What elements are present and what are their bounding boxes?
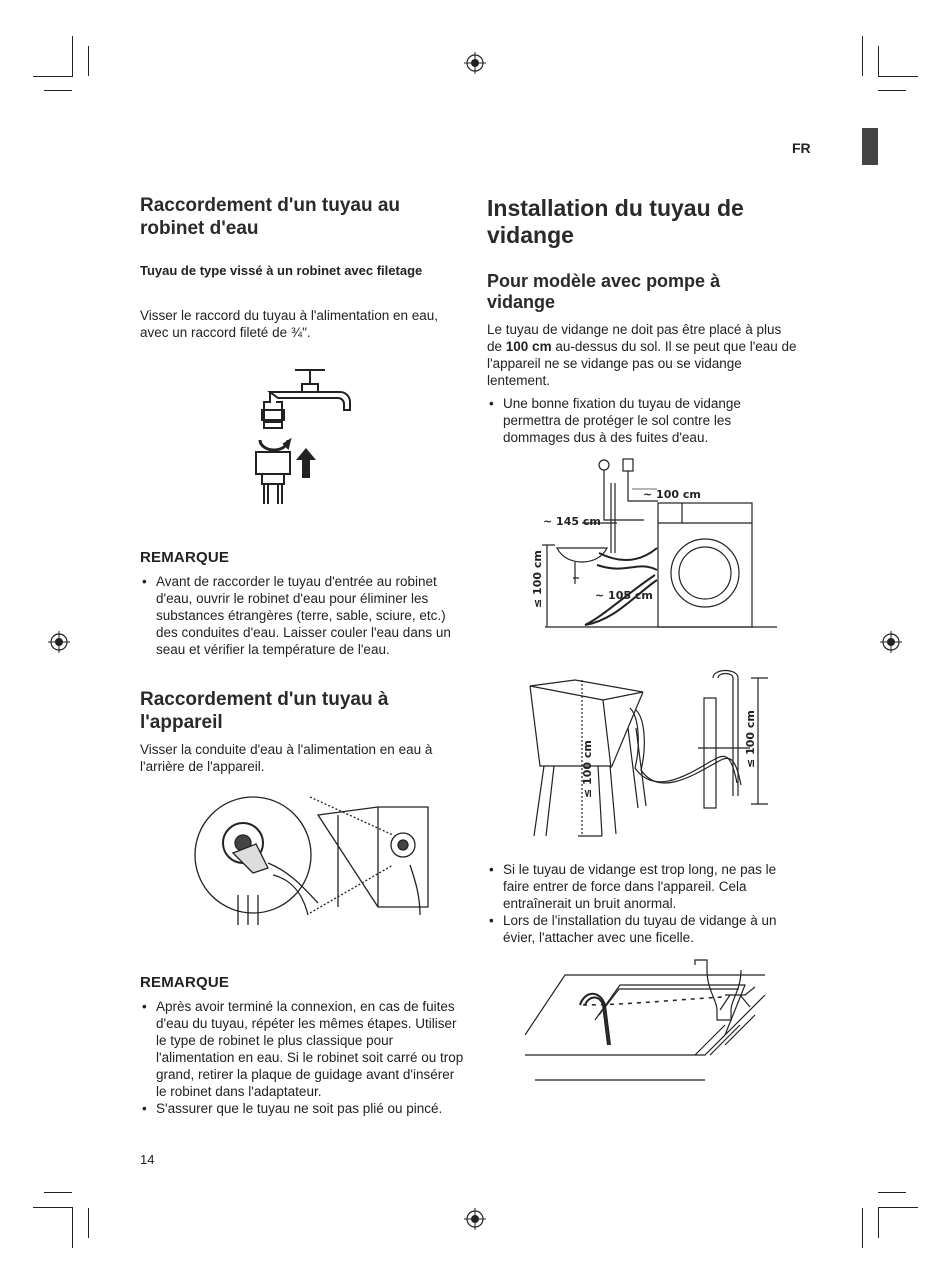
note-title: REMARQUE [140, 974, 230, 991]
drain-bullet-item: • Lors de l'installation du tuyau de vidange à un évier, l'attacher avec une ficelle. [503, 912, 805, 946]
registration-mark-icon [48, 631, 70, 653]
hose-to-appliance-illustration [178, 795, 440, 925]
page-number: 14 [140, 1152, 155, 1167]
subsection-title-threaded-faucet: Tuyau de type vissé à un robinet avec filetage [140, 263, 423, 278]
label-approx-105cm: ~ 105 cm [595, 589, 653, 602]
registration-mark-icon [464, 1208, 486, 1230]
registration-mark-icon [880, 631, 902, 653]
faucet-illustration [240, 360, 360, 510]
note-list [140, 998, 468, 1117]
language-tab-marker [862, 128, 878, 165]
label-approx-145cm: ~ 145 cm [543, 515, 601, 528]
drain-bullets [487, 395, 799, 446]
drain-height-text: Le tuyau de vidange ne doit pas être placé à plus de 100 cm au-dessus du sol. Il se peut que l'eau de l'appareil ne se vidange pas ou se vidange lentement. [487, 322, 797, 388]
drain-bullets [487, 861, 805, 946]
section-title-faucet-connection: Raccordement d'un tuyau au robinet d'eau [140, 195, 401, 239]
note-item: • Après avoir terminé la connexion, en cas de fuites d'eau du tuyau, répéter les mêmes étapes. Utiliser le type de robinet le plus classique pour l'alimentation en eau. Si le robinet soit carré ou trop grand, retirer la plaque de guidage avant d'insérer le robinet dans l'adaptateur. [156, 998, 468, 1100]
drain-bullet-item: • Une bonne fixation du tuyau de vidange permettra de protéger le sol contre les dommages dus à des fuites d'eau. [503, 395, 799, 446]
appliance-connection-text: Visser la conduite d'eau à l'alimentation en eau à l'arrière de l'appareil. [140, 742, 433, 774]
language-label: FR [792, 140, 811, 156]
label-approx-100cm: ~ 100 cm [643, 488, 701, 501]
label-max-100cm: ≤ 100 cm [531, 550, 544, 608]
label-max-100cm-standpipe: ≤ 100 cm [744, 710, 757, 768]
faucet-connection-text: Visser le raccord du tuyau à l'alimentation en eau, avec un raccord fileté de ¾". [140, 308, 439, 340]
subsection-title-drain-pump: Pour modèle avec pompe à vidange [487, 271, 721, 312]
note-item: • S'assurer que le tuyau ne soit pas plié ou pincé. [156, 1100, 468, 1117]
note-title: REMARQUE [140, 549, 230, 566]
note-item: • Avant de raccorder le tuyau d'entrée au robinet d'eau, ouvrir le robinet d'eau pour éliminer les substances étrangères (terre, sable, sciure, etc.) des conduites d'eau. Laisser couler l'eau dans un seau et vérifier la température de l'eau. [156, 573, 468, 658]
label-max-100cm-tub: ≤ 100 cm [581, 740, 594, 798]
drain-hose-tub-diagram [518, 668, 778, 838]
registration-mark-icon [464, 52, 486, 74]
drain-bullet-item: • Si le tuyau de vidange est trop long, ne pas le faire entrer de force dans l'appareil. Cela entraînerait un bruit anormal. [503, 861, 805, 912]
drain-hose-height-diagram [527, 453, 783, 633]
note-list [140, 573, 468, 658]
section-title-appliance-connection: Raccordement d'un tuyau à l'appareil [140, 689, 389, 733]
sink-drain-illustration [525, 955, 775, 1095]
section-title-drain-installation: Installation du tuyau de vidange [487, 195, 744, 248]
